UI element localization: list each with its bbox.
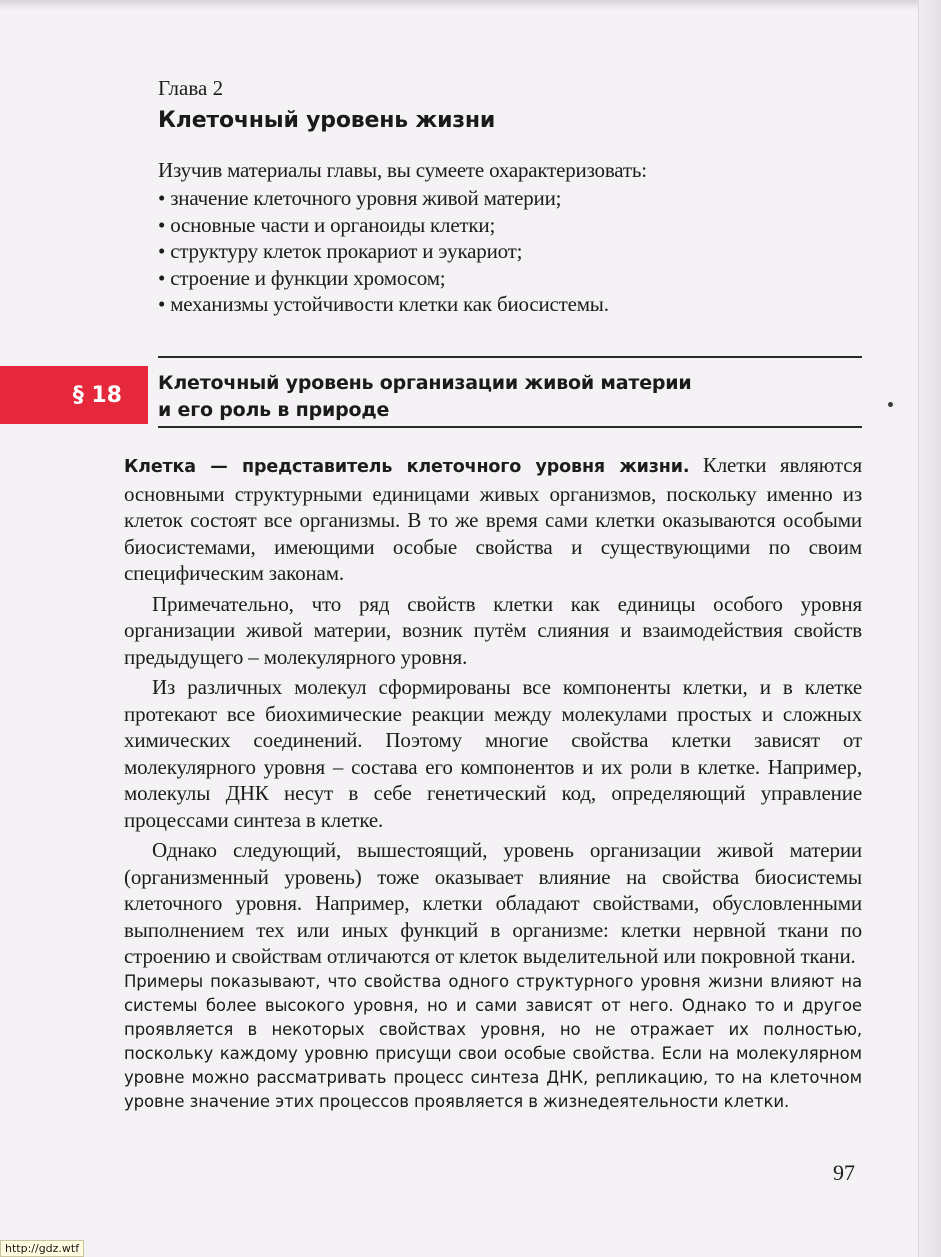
chapter-label: Глава 2 <box>158 76 224 100</box>
paragraph-4: Однако следующий, вышестоящий, уровень организации живой материи (организменный уровень) тоже оказывает влияние на свойства биосистемы клеточного уровня. Например, клетки обладают свойствами, обусловленными выполнением тех или иных функций в организме: клетки нервной ткани по строению и свойствам отличаются от клеток выделительной или покровной ткани. <box>124 838 862 968</box>
paragraph-2: Примечательно, что ряд свойств клетки как единицы особого уровня организации живой материи, возник путём слияния и взаимодействия свойств предыдущего – молекулярного уровня. <box>124 591 862 669</box>
chapter-title: Клеточный уровень жизни <box>158 108 496 133</box>
watermark-link[interactable]: http://gdz.wtf <box>0 1240 84 1257</box>
main-text <box>124 452 862 974</box>
goal-item: • строение и функции хромосом; <box>158 265 609 292</box>
section-title <box>158 370 858 424</box>
goal-item: • значение клеточного уровня живой материи; <box>158 185 609 212</box>
section-title-line-2: и его роль в природе <box>158 399 390 421</box>
section-rule-bottom <box>158 426 862 428</box>
section-number-badge: § 18 <box>0 366 148 424</box>
page-top-edge <box>0 0 941 10</box>
page-right-edge <box>918 0 941 1257</box>
stray-dot <box>888 402 893 407</box>
section-title-line-1: Клеточный уровень организации живой материи <box>158 372 692 394</box>
section-rule-top <box>158 356 862 358</box>
lead-heading: Клетка — представитель клеточного уровня жизни. <box>124 457 690 477</box>
summary-box: Примеры показывают, что свойства одного структурного уровня жизни влияют на системы более высокого уровня, но и сами зависят от него. Однако то и другое проявляется в некоторых свойствах уровня, но не отражает их полностью, поскольку каждому уровню присущи свои особые свойства. Если на молекулярном уровне можно рассматривать процесс синтеза ДНК, репликацию, то на клеточном уровне значение этих процессов проявляется в жизнедеятельности клетки. <box>124 972 862 1111</box>
goal-item: • механизмы устойчивости клетки как биосистемы. <box>158 291 609 318</box>
paragraph-1 <box>124 452 862 587</box>
goals-intro: Изучив материалы главы, вы сумеете охарактеризовать: <box>158 158 647 182</box>
goals-list <box>158 185 609 318</box>
paragraph-3: Из различных молекул сформированы все компоненты клетки, и в клетке протекают все биохимические реакции между молекулами простых и сложных химических соединений. Поэтому многие свойства клетки зависят от молекулярного уровня – состава его компонентов и их роли в клетке. Например, молекулы ДНК несут в себе генетический код, определяющий управление процессами синтеза в клетке. <box>124 675 862 832</box>
goal-item: • структуру клеток прокариот и эукариот; <box>158 238 609 265</box>
paragraph-1-text: Клетки являются основными структурными единицами живых организмов, поскольку именно из клеток состоят все организмы. В то же время сами клетки оказываются особыми биосистемами, имеющими особые свойства и существующими по своим специфическим законам. <box>124 453 862 585</box>
page-number: 97 <box>833 1160 855 1185</box>
goal-item: • основные части и органоиды клетки; <box>158 212 609 239</box>
